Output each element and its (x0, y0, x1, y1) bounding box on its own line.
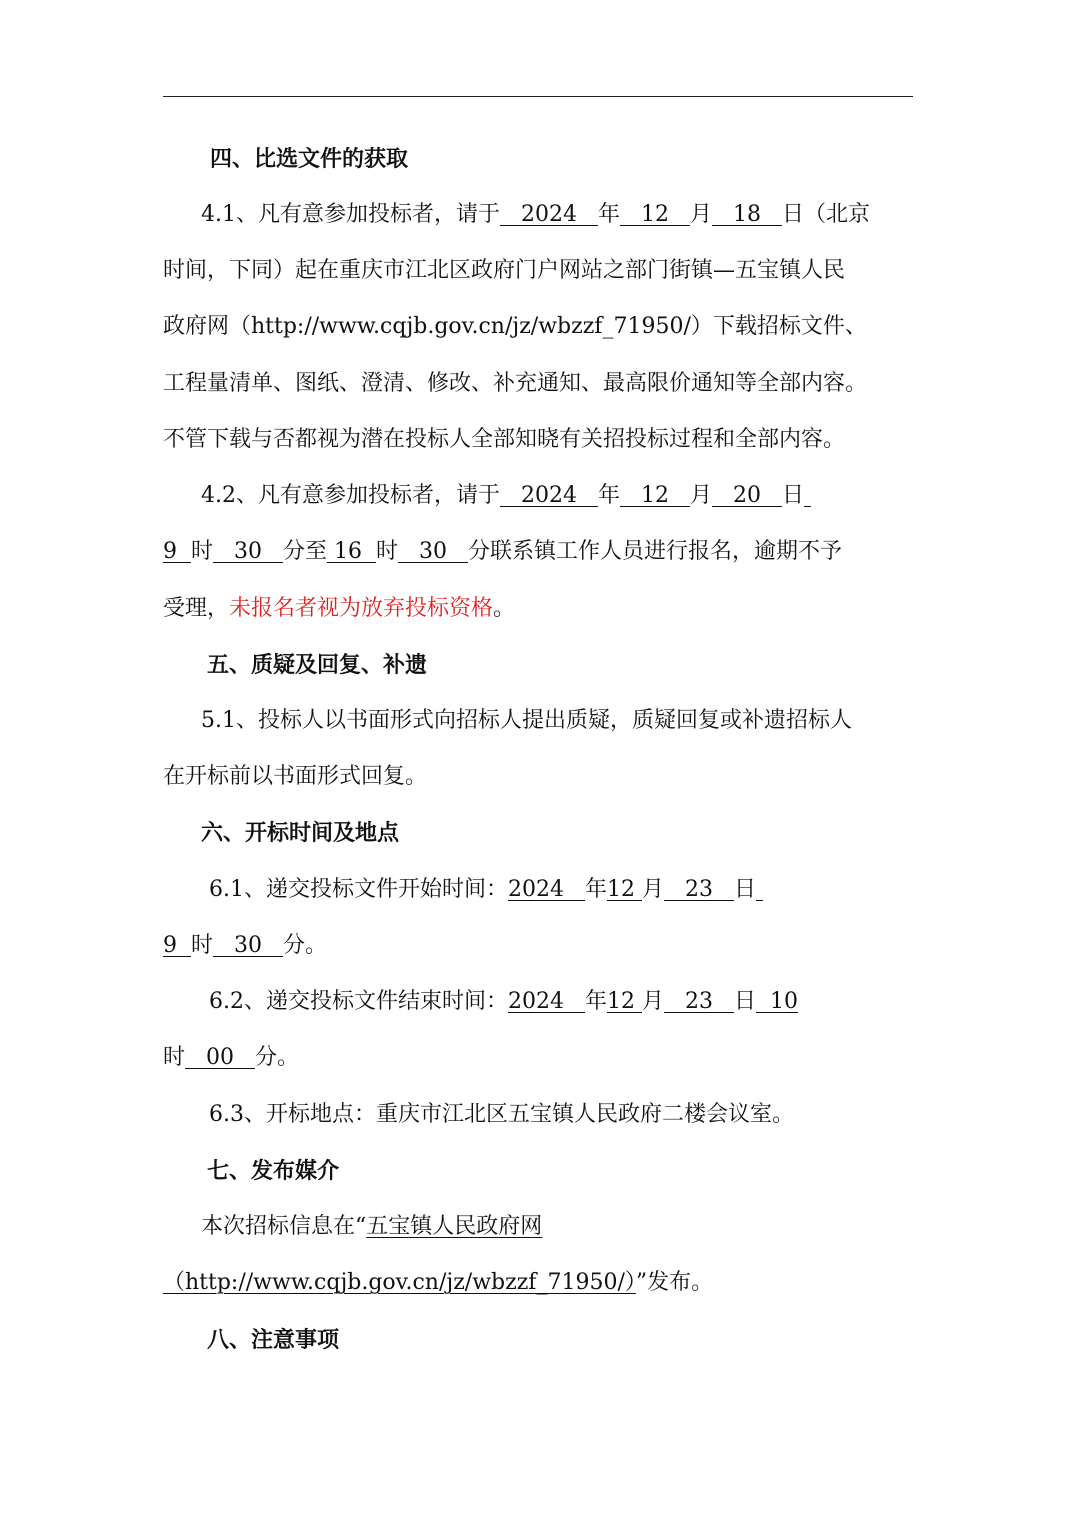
date-month: 12 (640, 483, 669, 508)
time-minute: 30 (234, 539, 262, 564)
date-year: 2024 (508, 877, 564, 902)
para-7-line-2: （http://www.cqjb.gov.cn/jz/wbzzf_71950/）”发布。 (163, 1270, 714, 1295)
warning-text: 未报名者视为放弃投标资格 (229, 596, 494, 621)
time-hour: 16 (334, 539, 362, 564)
site-link[interactable]: 五宝镇人民政府网 (366, 1214, 543, 1239)
para-7-line-1: 本次招标信息在“五宝镇人民政府网 (201, 1214, 543, 1239)
para-4-2-line-2: 9 时 30 分至 16 时 30 分联系镇工作人员进行报名，逾期不予 (163, 539, 842, 564)
time-minute: 00 (206, 1045, 234, 1070)
para-6-3: 6.3、开标地点：重庆市江北区五宝镇人民政府二楼会议室。 (209, 1102, 794, 1127)
section-7-heading: 七、发布媒介 (207, 1158, 340, 1184)
section-6-heading: 六、开标时间及地点 (201, 820, 400, 846)
para-4-1-line-5: 不管下载与否都视为潜在投标人全部知晓有关招投标过程和全部内容。 (163, 427, 846, 452)
date-day: 23 (685, 989, 713, 1014)
para-6-1-line-1: 6.1、递交投标文件开始时间：2024 年12 月 23 日 (209, 877, 756, 902)
date-day: 18 (732, 202, 761, 227)
date-year: 2024 (520, 483, 577, 508)
para-5-1-line-2: 在开标前以书面形式回复。 (163, 764, 428, 789)
time-hour: 9 (163, 539, 177, 564)
time-hour: 10 (770, 989, 798, 1014)
para-6-2-line-1: 6.2、递交投标文件结束时间：2024 年12 月 23 日 10 (209, 989, 798, 1014)
header-rule (163, 96, 913, 97)
para-4-2-line-3: 受理，未报名者视为放弃投标资格。 (163, 596, 516, 621)
section-5-heading: 五、质疑及回复、补遗 (207, 652, 428, 678)
para-4-2-line-1: 4.2、凡有意参加投标者，请于 2024 年 12 月 20 日 (201, 483, 804, 508)
time-hour: 9 (163, 933, 177, 958)
para-6-1-line-2: 9 时 30 分。 (163, 933, 327, 958)
para-6-2-line-2: 时 00 分。 (163, 1045, 299, 1070)
para-5-1-line-1: 5.1、投标人以书面形式向招标人提出质疑，质疑回复或补遗招标人 (201, 708, 852, 733)
date-day: 23 (685, 877, 713, 902)
para-4-1-line-2: 时间，下同）起在重庆市江北区政府门户网站之部门街镇—五宝镇人民 (163, 258, 846, 283)
date-month: 12 (607, 877, 635, 902)
section-4-heading: 四、比选文件的获取 (210, 146, 409, 172)
date-year: 2024 (520, 202, 577, 227)
time-minute: 30 (234, 933, 262, 958)
site-url-link[interactable]: （http://www.cqjb.gov.cn/jz/wbzzf_71950/） (163, 1270, 636, 1295)
date-day: 20 (732, 483, 761, 508)
date-year: 2024 (508, 989, 564, 1014)
para-4-1-line-3: 政府网（http://www.cqjb.gov.cn/jz/wbzzf_71950/）下载招标文件、 (163, 314, 867, 339)
section-8-heading: 八、注意事项 (207, 1327, 340, 1353)
para-4-1-line-1: 4.1、凡有意参加投标者，请于 2024 年 12 月 18 日（北京 (201, 202, 870, 227)
date-month: 12 (640, 202, 669, 227)
date-month: 12 (607, 989, 635, 1014)
time-minute: 30 (419, 539, 447, 564)
para-4-1-line-4: 工程量清单、图纸、澄清、修改、补充通知、最高限价通知等全部内容。 (163, 371, 868, 396)
